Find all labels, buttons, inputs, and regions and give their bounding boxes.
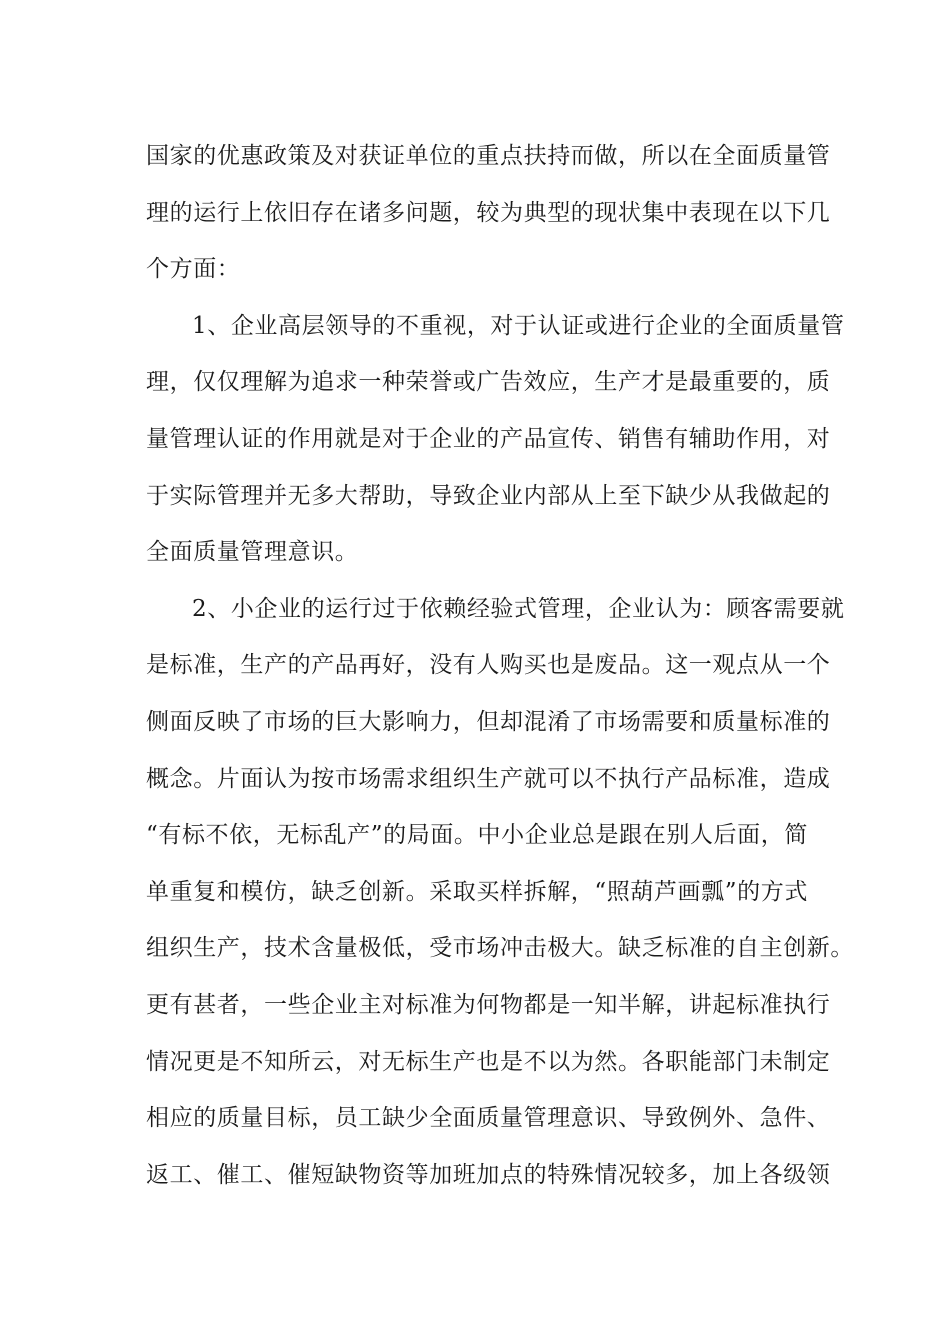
text-line: 个方面：: [146, 256, 241, 283]
text-line: 理的运行上依旧存在诸多问题，较为典型的现状集中表现在以下几: [146, 199, 831, 226]
text-line: 单重复和模仿，缺乏创新。采取买样拆解，“照葫芦画瓢”的方式: [146, 878, 808, 905]
text-line: 国家的优惠政策及对获证单位的重点扶持而做，所以在全面质量管: [146, 143, 831, 169]
text-line: 返工、催工、催短缺物资等加班加点的特殊情况较多，加上各级领: [146, 1161, 831, 1188]
text-line: 相应的质量目标，员工缺少全面质量管理意识、导致例外、急件、: [146, 1105, 831, 1132]
text-line: 1、企业高层领导的不重视，对于认证或进行企业的全面质量管: [192, 312, 845, 339]
text-line: 理，仅仅理解为追求一种荣誉或广告效应，生产才是最重要的，质: [146, 369, 831, 396]
text-line: 情况更是不知所云，对无标生产也是不以为然。各职能部门未制定: [146, 1048, 831, 1075]
text-line: 2、小企业的运行过于依赖经验式管理，企业认为：顾客需要就: [192, 595, 845, 622]
text-line: 是标准，生产的产品再好，没有人购买也是废品。这一观点从一个: [146, 652, 831, 679]
document-body: [146, 128, 854, 1203]
text-line: 概念。片面认为按市场需求组织生产就可以不执行产品标准，造成: [146, 765, 831, 792]
text-line: 组织生产，技术含量极低，受市场冲击极大。缺乏标准的自主创新。: [146, 935, 854, 962]
text-line: 于实际管理并无多大帮助，导致企业内部从上至下缺少从我做起的: [146, 482, 831, 509]
text-line: 全面质量管理意识。: [146, 539, 359, 566]
text-line: 侧面反映了市场的巨大影响力，但却混淆了市场需要和质量标准的: [146, 708, 831, 735]
text-line: 更有甚者，一些企业主对标准为何物都是一知半解，讲起标准执行: [146, 991, 831, 1018]
text-line: “有标不依，无标乱产”的局面。中小企业总是跟在别人后面，简: [146, 822, 808, 849]
text-line: 量管理认证的作用就是对于企业的产品宣传、销售有辅助作用，对: [146, 425, 831, 452]
